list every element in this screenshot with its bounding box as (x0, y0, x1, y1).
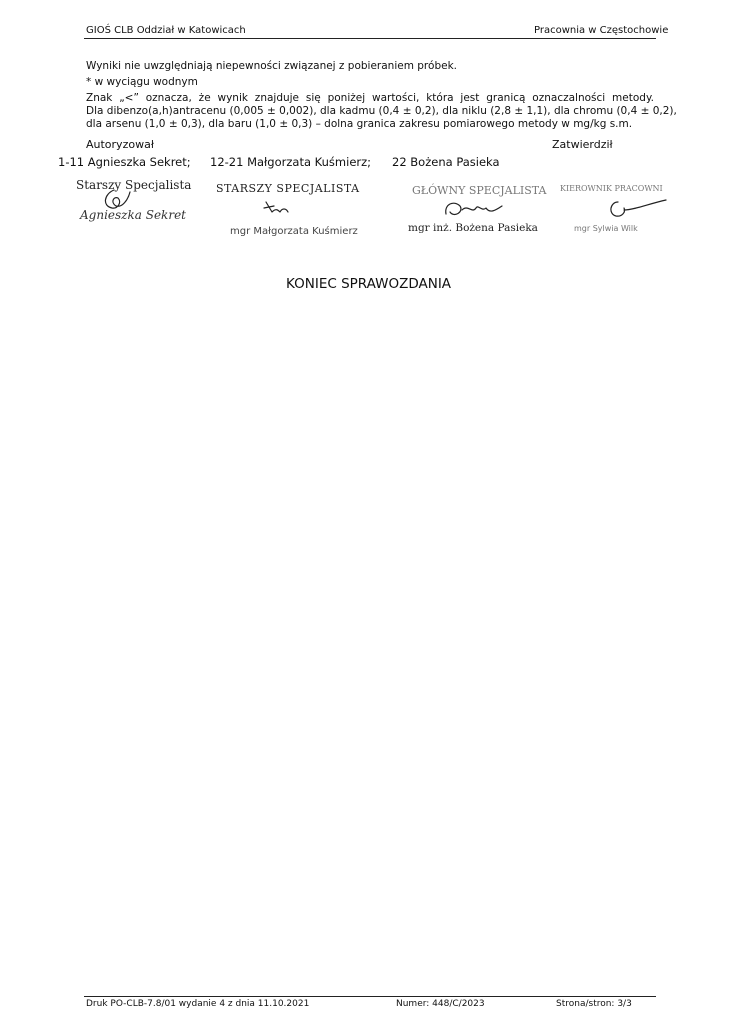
uncertainty-note: Wyniki nie uwzględniają niepewności związanej z pobieraniem próbek. (86, 60, 457, 72)
limit-note-line-2: Dla dibenzo(a,h)antracenu (0,005 ± 0,002), dla kadmu (0,4 ± 0,2), dla niklu (2,8 ± 1,1), dla chromu (0,4 ± 0,2), (86, 105, 677, 117)
signatory-3: 22 Bożena Pasieka (392, 155, 500, 169)
limit-note-line-3: dla arsenu (1,0 ± 0,3), dla baru (1,0 ± 0,3) – dolna granica zakresu pomiarowego metody w mg/kg s.m. (86, 118, 633, 130)
header-left: GIOŚ CLB Oddział w Katowicach (86, 25, 246, 36)
footer-form-id: Druk PO-CLB-7.8/01 wydanie 4 z dnia 11.10.2021 (86, 999, 310, 1009)
signatory-1: 1-11 Agnieszka Sekret; (58, 155, 191, 169)
water-extract-note: * w wyciągu wodnym (86, 76, 198, 88)
stamp-2-title: STARSZY SPECJALISTA (216, 182, 360, 195)
stamp-2-name: mgr Małgorzata Kuśmierz (230, 226, 358, 237)
stamp-1-title: Starszy Specjalista (76, 178, 192, 192)
stamp-3-title: GŁÓWNY SPECJALISTA (412, 184, 547, 197)
signature-3-icon (440, 196, 510, 224)
signature-4-icon (604, 196, 674, 222)
report-end-title: KONIEC SPRAWOZDANIA (286, 276, 452, 292)
stamp-4-title: KIEROWNIK PRACOWNI (560, 184, 663, 193)
stamp-4-name: mgr Sylwia Wilk (574, 224, 638, 233)
header-rule (84, 38, 656, 39)
footer-report-number: Numer: 448/C/2023 (396, 999, 485, 1009)
footer-page-count: Strona/stron: 3/3 (556, 999, 632, 1009)
header-right: Pracownia w Częstochowie (534, 25, 669, 36)
footer-rule (84, 996, 656, 997)
authorized-label: Autoryzował (86, 138, 154, 151)
stamp-1-name: Agnieszka Sekret (80, 208, 186, 222)
approved-label: Zatwierdził (552, 138, 613, 151)
limit-note-paragraph (86, 92, 677, 131)
signatory-2: 12-21 Małgorzata Kuśmierz; (210, 155, 372, 169)
signature-2-icon (262, 198, 298, 222)
limit-note-line-1: Znak „<” oznacza, że wynik znajduje się poniżej wartości, która jest granicą oznaczalności metody. (86, 92, 654, 104)
stamp-3-name: mgr inż. Bożena Pasieka (408, 222, 538, 234)
